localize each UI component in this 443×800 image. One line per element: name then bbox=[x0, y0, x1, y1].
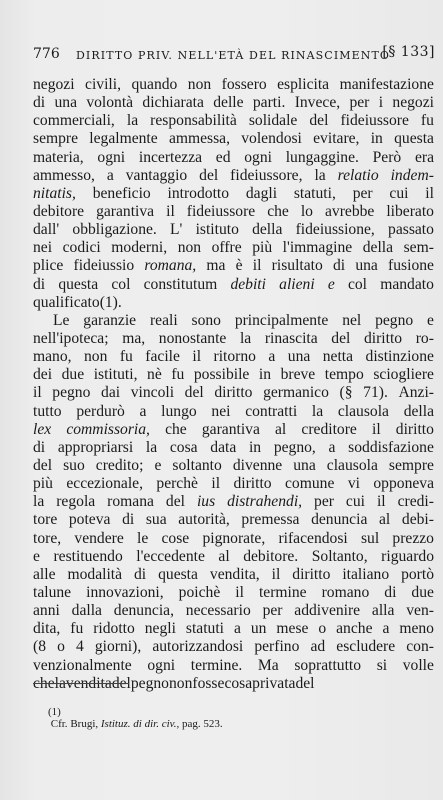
text-line: tore, vendere le cose pignorate, rifacendosi sul prezzo bbox=[33, 529, 434, 547]
text-line: nell'ipoteca; ma, nonostante la rinascita del diritto ro- bbox=[33, 329, 434, 347]
footnote bbox=[37, 694, 223, 742]
text-line: negozi civili, quando non fossero esplicita manifestazione bbox=[33, 76, 434, 93]
text-line: debitore garantiva il fideiussore che lo avrebbe liberato bbox=[33, 202, 434, 220]
text-line: qualificato (1). bbox=[33, 293, 122, 311]
text-line: alle modalità di questa vendita, il diritto italiano portò bbox=[33, 565, 434, 583]
text-line: venzionalmente ogni termine. Ma soprattutto si volle bbox=[33, 656, 434, 674]
text-line: del suo credito; e soltanto divenne una clausola sempre bbox=[33, 456, 434, 474]
text-line: sempre legalmente ammessa, volendosi evitare, in questa bbox=[33, 130, 434, 148]
text-line: materia, ogni incertezza ed ogni lungaggine. Però era bbox=[33, 148, 434, 166]
text-line: dita, fu ridotto negli statuti a un mese o anche a meno bbox=[33, 620, 434, 638]
footnote-marker: (1) bbox=[48, 706, 61, 718]
text-line: dall' obbligazione. L' istituto della fideiussione, passato bbox=[33, 221, 434, 239]
text-line: più eccezionale, perchè il diritto comune vi opponeva bbox=[33, 475, 434, 493]
text-line: plice fideiussio romana, ma è il risultato di una fusione bbox=[33, 257, 434, 275]
text-line: e restituendo l'eccedente al debitore. Soltanto, riguardo bbox=[33, 547, 434, 565]
text-line: la regola romana del ius distrahendi, per cui il credi- bbox=[33, 493, 434, 511]
text-line: di una volontà dichiarata delle parti. Invece, per i negozi bbox=[33, 94, 434, 112]
footnote-text: Cfr. Brugi, Istituz. di dir. civ., pag. 523. bbox=[50, 718, 223, 730]
section-marker: [§ 133] bbox=[382, 44, 435, 60]
text-line: nitatis, beneficio introdotto dagli statuti, per cui il bbox=[33, 184, 434, 202]
text-line: di appropriarsi la cosa data in pegno, a soddisfazione bbox=[33, 438, 434, 456]
text-line: mano, non fu facile il ritorno a una netta distinzione bbox=[33, 348, 434, 366]
text-line: nei codici moderni, non offre più l'immagine della sem- bbox=[33, 239, 434, 257]
text-line: ammesso, a vantaggio del fideiussore, la relatio indem- bbox=[33, 166, 434, 184]
text-line: commerciali, la responsabilità solidale del fideiussore fu bbox=[33, 112, 434, 130]
text-line: Le garanzie reali sono principalmente nel pegno e bbox=[53, 311, 434, 329]
text-line: il pegno dai vincoli del diritto germanico (§ 71). Anzi- bbox=[33, 384, 434, 402]
text-line: dei due istituti, nè fu possibile in breve tempo sciogliere bbox=[33, 366, 434, 384]
footnote-rule bbox=[33, 683, 129, 684]
page-number: 776 bbox=[33, 46, 60, 62]
text-line: tore poteva di sua autorità, premessa denuncia al debi- bbox=[33, 511, 434, 529]
text-line: tutto perdurò a lungo nei contratti la clausola della bbox=[33, 402, 434, 420]
running-title: DIRITTO PRIV. NELL'ETÀ DEL RINASCIMENTO bbox=[76, 49, 391, 62]
text-line: di questa col constitutum debiti alieni e col mandato bbox=[33, 275, 434, 293]
running-header bbox=[33, 44, 435, 66]
text-line: che la vendita del pegno non fosse cosa privata del bbox=[33, 674, 315, 692]
text-line: (8 o 4 giorni), autorizzandosi perfino ad escludere con- bbox=[33, 638, 434, 656]
text-line: talune innovazioni, poichè il termine romano di due bbox=[33, 583, 434, 601]
text-line: lex commissoria, che garantiva al creditore il diritto bbox=[33, 420, 434, 438]
body-text bbox=[33, 76, 434, 693]
text-line: anni dalla denuncia, necessario per addivenire alla ven- bbox=[33, 602, 434, 620]
